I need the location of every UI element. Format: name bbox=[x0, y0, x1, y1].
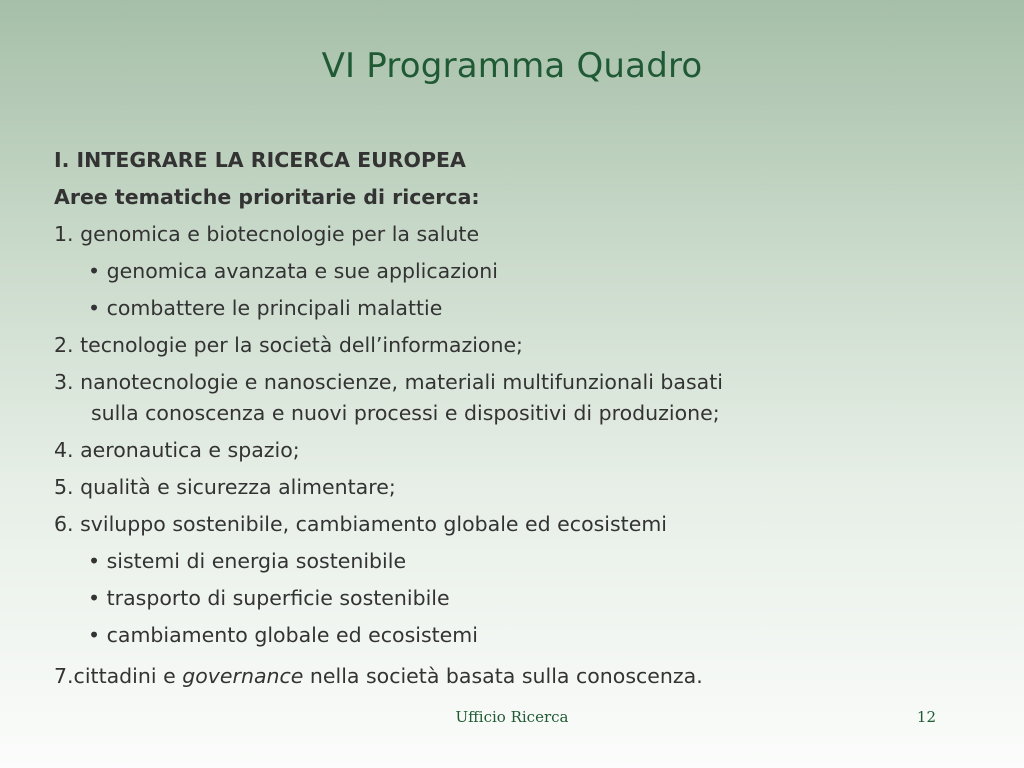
list-item-7-prefix: 7.cittadini e bbox=[54, 664, 183, 688]
list-item-3-line-1: 3. nanotecnologie e nanoscienze, materiali multifunzionali basati bbox=[54, 370, 723, 394]
list-item-6-bullet-1: • sistemi di energia sostenibile bbox=[88, 549, 407, 573]
list-item-7 bbox=[54, 658, 984, 695]
list-item-3 bbox=[54, 364, 984, 432]
list-item-5: 5. qualità e sicurezza alimentare; bbox=[54, 475, 396, 499]
list-item-1-bullet-2: • combattere le principali malattie bbox=[88, 296, 443, 320]
slide-body bbox=[54, 142, 984, 695]
page-number: 12 bbox=[916, 708, 936, 726]
list-item-6: 6. sviluppo sostenibile, cambiamento globale ed ecosistemi bbox=[54, 512, 667, 536]
list-item-7-suffix: nella società basata sulla conoscenza. bbox=[303, 664, 703, 688]
list-item-7-italic: governance bbox=[182, 664, 304, 688]
footer-label: Ufficio Ricerca bbox=[455, 708, 569, 726]
list-item-6-bullet-3: • cambiamento globale ed ecosistemi bbox=[88, 623, 478, 647]
list-item-4: 4. aeronautica e spazio; bbox=[54, 438, 300, 462]
list-item-3-line-2: sulla conoscenza e nuovi processi e dispositivi di produzione; bbox=[91, 401, 720, 425]
slide-title: VI Programma Quadro bbox=[321, 46, 703, 86]
section-subheading: Aree tematiche prioritarie di ricerca: bbox=[54, 185, 480, 209]
section-heading: I. INTEGRARE LA RICERCA EUROPEA bbox=[54, 148, 466, 172]
list-item-1-bullet-1: • genomica avanzata e sue applicazioni bbox=[88, 259, 498, 283]
list-item-6-bullet-2: • trasporto di superficie sostenibile bbox=[88, 586, 450, 610]
list-item-2: 2. tecnologie per la società dell’informazione; bbox=[54, 333, 523, 357]
list-item-1: 1. genomica e biotecnologie per la salute bbox=[54, 222, 480, 246]
